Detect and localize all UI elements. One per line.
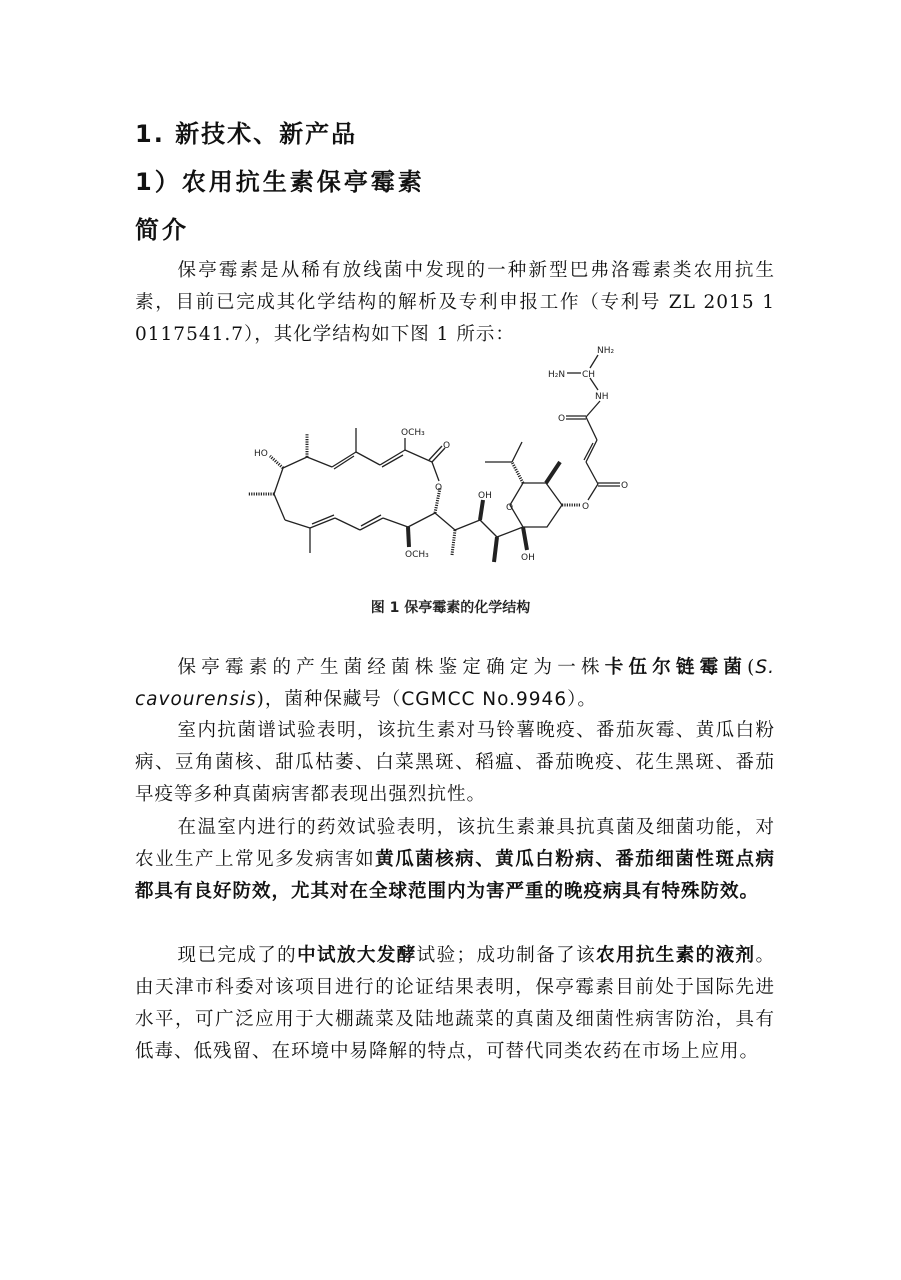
atom-label-o-amide: O: [558, 414, 566, 424]
deposit-number: CGMCC No.9946: [401, 689, 568, 710]
atom-label-o-lactone: O: [435, 483, 443, 493]
spectrum-paragraph: 室内抗菌谱试验表明，该抗生素对马铃薯晚疫、番茄灰霉、黄瓜白粉病、豆角菌核、甜瓜枯萎、白菜黑斑、稻瘟、番茄晚疫、花生黑斑、番茄早疫等多种真菌病害都表现出强烈抗性。: [135, 720, 775, 805]
strain-text: 保亭霉素的产生菌经菌株鉴定确定为一株: [177, 657, 605, 678]
deposit-end: ）。: [567, 689, 597, 710]
chemical-structure-figure: [240, 340, 660, 580]
efficacy-paragraph: [135, 812, 775, 908]
efficacy-highlight: 黄瓜菌核病、黄瓜白粉病、番茄细菌性斑点病都具有良好防效，尤其对在全球范围内为害严重的晚疫病具有特殊防效。: [135, 849, 775, 902]
atom-label-och3-bottom: OCH₃: [405, 550, 429, 560]
section-heading: 1. 新技术、新产品: [135, 120, 358, 148]
atom-label-oh-hemiketal: OH: [521, 553, 535, 563]
strain-paragraph: [135, 652, 775, 716]
paren-open: (: [747, 657, 756, 678]
atom-label-ho: HO: [254, 449, 268, 459]
atom-label-nh2: NH₂: [597, 346, 615, 356]
species-latin-name: S. cavourensis: [135, 657, 775, 710]
status-paragraph: [135, 940, 775, 1068]
atom-label-oh-chain: OH: [478, 491, 492, 501]
status-text-b: 试验；成功制备了该: [416, 945, 597, 966]
deposit-text: )，菌种保藏号（: [256, 689, 402, 710]
intro-paragraph: 保亭霉素是从稀有放线菌中发现的一种新型巴弗洛霉素类农用抗生素，目前已完成其化学结构的解析及专利申报工作（专利号 ZL 2015 1 0117541.7），其化学结构如下图 1 所示：: [135, 260, 775, 345]
molecule-diagram: [240, 340, 660, 580]
atom-label-o-ester: O: [582, 502, 590, 512]
atom-label-h2n: H₂N: [548, 370, 566, 380]
atom-label-o-ester-carbonyl: O: [621, 481, 629, 491]
atom-label-o-ring: O: [506, 503, 514, 513]
atom-label-o-lactone-carbonyl: O: [443, 441, 451, 451]
status-text-a: 现已完成了的: [177, 945, 298, 966]
strain-name: 卡伍尔链霉菌: [604, 657, 748, 678]
status-text-c: 。由天津市科委对该项目进行的论证结果表明，保亭霉素目前处于国际先进水平，可广泛应用于大棚蔬菜及陆地蔬菜的真菌及细菌性病害防治，具有低毒、低残留、在环境中易降解的特点，可替代同类农药在市场上应用。: [135, 945, 775, 1062]
intro-heading: 简介: [135, 216, 189, 244]
subsection-heading: 1）农用抗生素保亭霉素: [135, 168, 425, 196]
status-highlight-2: 农用抗生素的液剂: [596, 945, 756, 966]
atom-label-nh: NH: [595, 392, 609, 402]
atom-label-och3-top: OCH₃: [401, 428, 425, 438]
atom-label-ch: CH: [582, 370, 596, 380]
status-highlight-1: 中试放大发酵: [297, 945, 417, 966]
figure-caption: 图 1 保亭霉素的化学结构: [370, 600, 531, 616]
efficacy-text: 在温室内进行的药效试验表明，该抗生素兼具抗真菌及细菌功能，对农业生产上常见多发病害如: [135, 817, 775, 870]
